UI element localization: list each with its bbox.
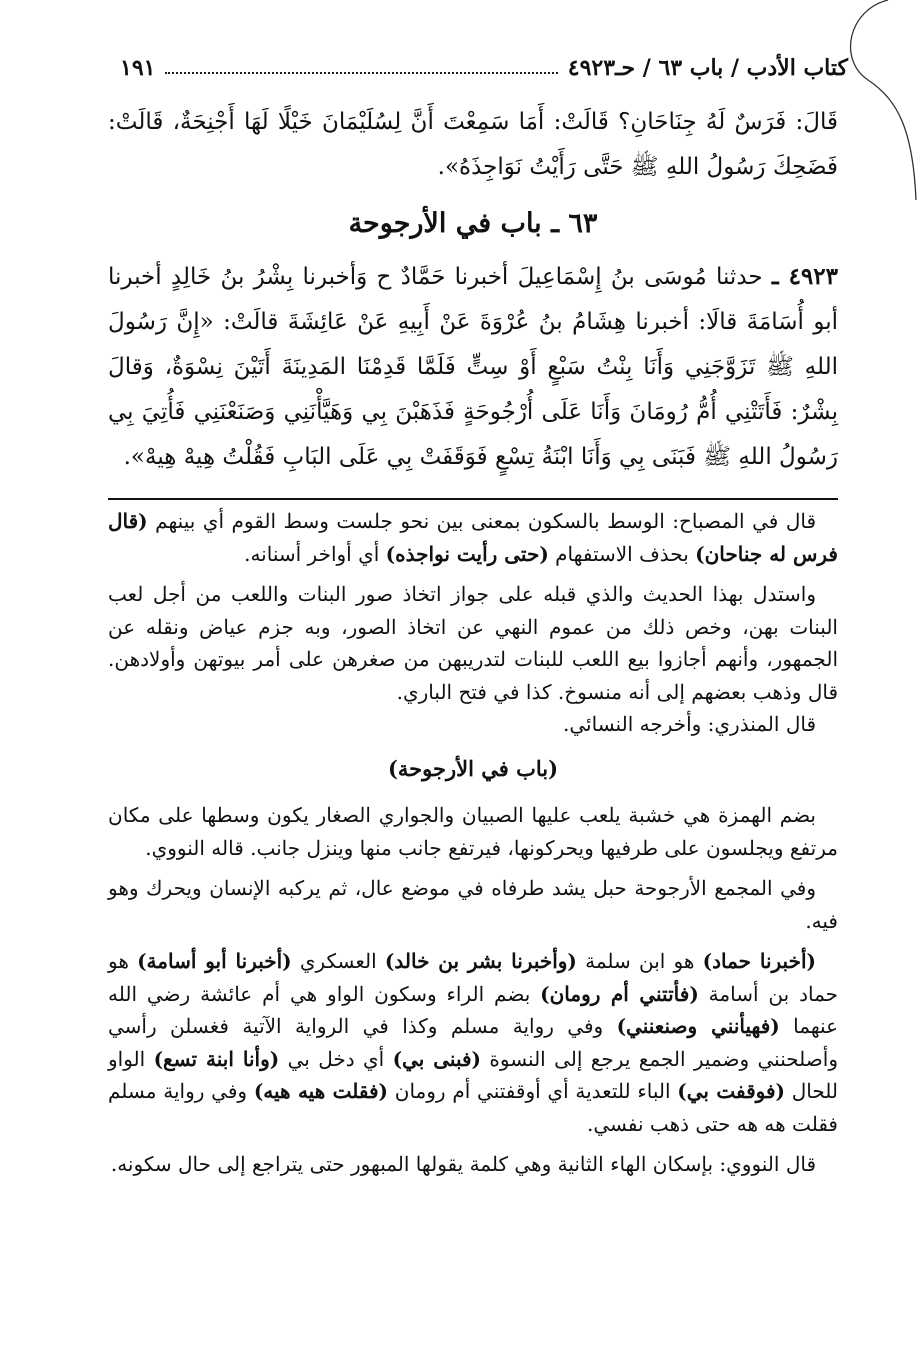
commentary-text: هو حماد بن أسامة [108, 949, 839, 1006]
commentary-text: بحذف الاستفهام [548, 541, 696, 566]
commentary-quote: (قال فرس له جناحان) [108, 509, 838, 566]
running-title: كتاب الأدب / باب ٦٣ / حـ٤٩٢٣ [567, 55, 848, 81]
opening-paragraph: قَالَ: فَرَسٌ لَهُ جِنَاحَانِ؟ قَالَتْ: أَمَا سَمِعْتَ أَنَّ لِسُلَيْمَانَ خَيْلًا لَهَا أَجْنِحَةٌ، قَالَتْ: فَضَحِكَ رَسُولُ اللهِ ﷺ حَتَّى رَأَيْتُ نَوَاجِذَهُ». [108, 109, 838, 180]
commentary-paragraph: وفي المجمع الأرجوحة حبل يشد طرفاه في موضع عال، ثم يركبه الإنسان ويحرك وهو فيه. [108, 876, 838, 933]
commentary-paragraph: قال المنذري: وأخرجه النسائي. [563, 712, 816, 736]
chapter-heading: ٦٣ ـ باب في الأرجوحة [348, 208, 598, 239]
commentary-quote: (فقلت هيه هيه) [253, 1079, 389, 1103]
commentary-quote: (وأخبرنا بشر بن خالد) [384, 949, 577, 973]
commentary-paragraph: واستدل بهذا الحديث والذي قبله على جواز اتخاذ صور البنات واللعب من أجل لعب البنات بهن، وخص ذلك من عموم النهي عن اتخاذ الصور، وبه جزم عياض ونقله عن الجمهور، وأنهم أجازوا بيع اللعب للبنات لتدريبهن من صغرهن على أمر بيوتهن وأولادهن. قال وذهب بعضهم إلى أنه منسوخ. كذا في فتح الباري. [108, 582, 838, 704]
commentary-quote: (فوقفت بي) [677, 1079, 785, 1103]
commentary-quote: (فبنى بي) [392, 1046, 482, 1071]
commentary-paragraph [108, 945, 838, 1140]
commentary-text: الواو للحال [108, 1046, 839, 1103]
commentary-text: أي أواخر أسنانه. [244, 541, 386, 566]
commentary-quote: (فهيأنني وصنعنني) [616, 1014, 780, 1038]
commentary-paragraph: بضم الهمزة هي خشبة يلعب عليها الصبيان والجواري الصغار يكون وسطها على مكان مرتفع ويجلسون على طرفيها ويحركونها، فيرتفع جانب منها وينزل جانب. قاله النووي. [108, 803, 838, 860]
hadith-number: ٤٩٢٣ ـ [771, 263, 838, 290]
commentary [108, 505, 838, 1189]
commentary-quote: (أخبرنا حماد) [702, 949, 816, 973]
running-header [120, 50, 848, 86]
commentary-paragraph: قال النووي: بإسكان الهاء الثانية وهي كلمة يقولها المبهور حتى يتراجع إلى حال سكونه. [110, 1152, 816, 1176]
page-number: ١٩١ [120, 55, 156, 81]
footnote-divider [108, 498, 838, 500]
page-corner-curl [828, 0, 918, 200]
commentary-text: بضم الراء وسكون الواو هي أم عائشة رضي الله عنهما [108, 981, 839, 1038]
commentary-text: الباء للتعدية أي أوقفتني أم رومان [388, 1079, 678, 1103]
header-leader-dots [165, 72, 557, 74]
commentary-paragraph [108, 505, 838, 570]
commentary-quote: (حتى رأيت نواجذه) [385, 541, 549, 566]
hadith-body: حدثنا مُوسَى بنُ إِسْمَاعِيلَ أخبرنا حَمَّادٌ ح وَأخبرنا بِشْرُ بنُ خَالِدٍ أخبرنا أبو أُسَامَةَ قالَا: أخبرنا هِشَامُ بنُ عُرْوَةَ عَنْ أَبِيهِ عَنْ عَائِشَةَ قالَتْ: «إِنَّ رَسُولَ اللهِ ﷺ تَزَوَّجَنِي وَأَنَا بِنْتُ سَبْعٍ أَوْ سِتٍّ فَلَمَّا قَدِمْنَا المَدِينَةَ أَتَيْنَ نِسْوَةٌ، وَقالَ بِشْرٌ: فَأَتَتْنِي أُمُّ رُومَانَ وَأَنَا عَلَى أُرْجُوحَةٍ فَذَهَبْنَ بِي وَهَيَّأْنَنِي وَصَنَعْنَنِي فَأُتِيَ بِي رَسُولُ اللهِ ﷺ فَبَنَى بِي وَأَنَا ابْنَةُ تِسْعٍ فَوَقَفَتْ بِي عَلَى البَابِ فَقُلْتُ هِيهْ هِيهْ». [108, 264, 838, 470]
commentary-text: وفي رواية مسلم وكذا في الرواية الآتية فغسلن رأسي وأصلحنني وضمير الجمع يرجع إلى النسوة [108, 1014, 838, 1071]
commentary-text: هو ابن سلمة [576, 949, 703, 973]
commentary-quote: (وأنا ابنة تسع) [153, 1046, 280, 1071]
hadith-paragraph [108, 254, 838, 480]
main-text [108, 100, 838, 480]
commentary-text: أي دخل بي [279, 1046, 393, 1071]
commentary-quote: (أخبرنا أبو أسامة) [137, 949, 292, 973]
commentary-text: قال في المصباح: الوسط بالسكون بمعنى بين نحو جلست وسط القوم أي بينهم [155, 509, 817, 533]
commentary-text: وفي رواية مسلم فقلت هه هه حتى ذهب نفسي. [108, 1079, 838, 1136]
commentary-quote: (فأتتني أم رومان) [540, 981, 699, 1006]
commentary-text: العسكري [291, 949, 385, 973]
commentary-sub-heading: (باب في الأرجوحة) [387, 755, 559, 781]
